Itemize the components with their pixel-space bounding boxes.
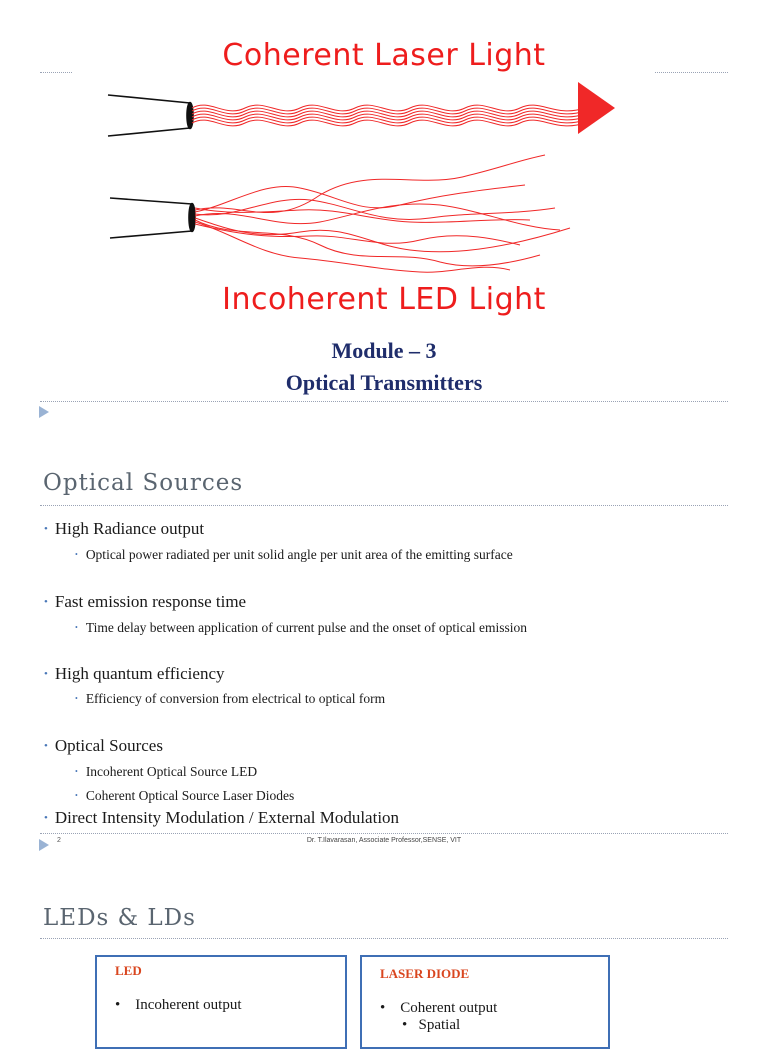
bullet-quantum-efficiency [44, 664, 225, 684]
bullet-icon: • [75, 767, 78, 776]
leds-lds-title: LEDs & LDs [43, 905, 196, 931]
laser-diode-box [360, 955, 610, 1049]
laser-box-title: LASER DIODE [380, 966, 470, 981]
module-number: Module – 3 [331, 338, 437, 363]
sub-bullet-text: Incoherent Optical Source LED [85, 764, 258, 779]
bullet-icon: • [44, 596, 48, 608]
bullet-fast-emission [44, 592, 246, 612]
slide1-nav-arrow-icon [39, 406, 49, 418]
laser-item-text: Coherent output [400, 1000, 498, 1016]
bullet-icon: • [44, 812, 48, 824]
bullet-icon: • [75, 623, 78, 632]
bullet-optical-sources [44, 736, 163, 756]
sub-bullet-efficiency-def [75, 691, 385, 707]
led-box-title: LED [115, 963, 142, 978]
bullet-icon: • [44, 668, 48, 680]
slide1-bottom-rule [40, 401, 728, 402]
slide2-bottom-rule [40, 833, 728, 834]
led-box [95, 955, 347, 1049]
led-box-item [115, 997, 241, 1014]
laser-subitem-text: Spatial [418, 1017, 461, 1033]
bullet-icon: • [75, 694, 78, 703]
bullet-text: High quantum efficiency [54, 664, 225, 683]
bullet-icon: • [380, 1000, 386, 1016]
sub-bullet-radiance-def [75, 547, 513, 563]
sub-bullet-led [75, 764, 257, 780]
bullet-text: Optical Sources [54, 736, 163, 755]
sub-bullet-text: Optical power radiated per unit solid angle per unit area of the emitting surface [85, 547, 513, 562]
led-item-text: Incoherent output [135, 997, 242, 1013]
slide3-title-rule [40, 938, 728, 939]
slide2-title-rule [40, 505, 728, 506]
bullet-icon: • [44, 523, 48, 535]
bullet-icon: • [115, 997, 121, 1013]
bullet-icon: • [44, 740, 48, 752]
slide-footer: Dr. T.Ilavarasan, Associate Professor,SENSE, VIT [306, 837, 462, 844]
sub-bullet-emission-def [75, 620, 527, 636]
bullet-icon: • [75, 550, 78, 559]
light-illustration [0, 0, 768, 330]
sub-bullet-laser [75, 788, 294, 804]
bullet-text: High Radiance output [54, 519, 205, 538]
led-torch-icon [110, 198, 195, 238]
bullet-high-radiance [44, 519, 204, 539]
laser-torch-icon [108, 95, 193, 136]
incoherent-title: Incoherent LED Light [222, 282, 546, 317]
laser-box-item [380, 1000, 497, 1017]
sub-bullet-text: Efficiency of conversion from electrical to optical form [85, 691, 386, 706]
laser-box-subitem [402, 1017, 460, 1034]
incoherent-waves [195, 155, 570, 272]
page-number: 2 [57, 837, 61, 844]
bullet-modulation [44, 808, 399, 828]
coherent-title: Coherent Laser Light [222, 38, 546, 73]
bullet-icon: • [402, 1017, 408, 1033]
sub-bullet-text: Coherent Optical Source Laser Diodes [85, 788, 295, 803]
bullet-text: Fast emission response time [54, 592, 247, 611]
bullet-text: Direct Intensity Modulation / External Modulation [54, 808, 400, 827]
arrow-head-icon [578, 82, 615, 134]
optical-sources-title: Optical Sources [43, 470, 244, 496]
module-heading [0, 335, 768, 399]
module-subtitle: Optical Transmitters [285, 370, 483, 395]
coherent-waves [192, 105, 585, 126]
sub-bullet-text: Time delay between application of current pulse and the onset of optical emission [85, 620, 527, 635]
bullet-icon: • [75, 791, 78, 800]
